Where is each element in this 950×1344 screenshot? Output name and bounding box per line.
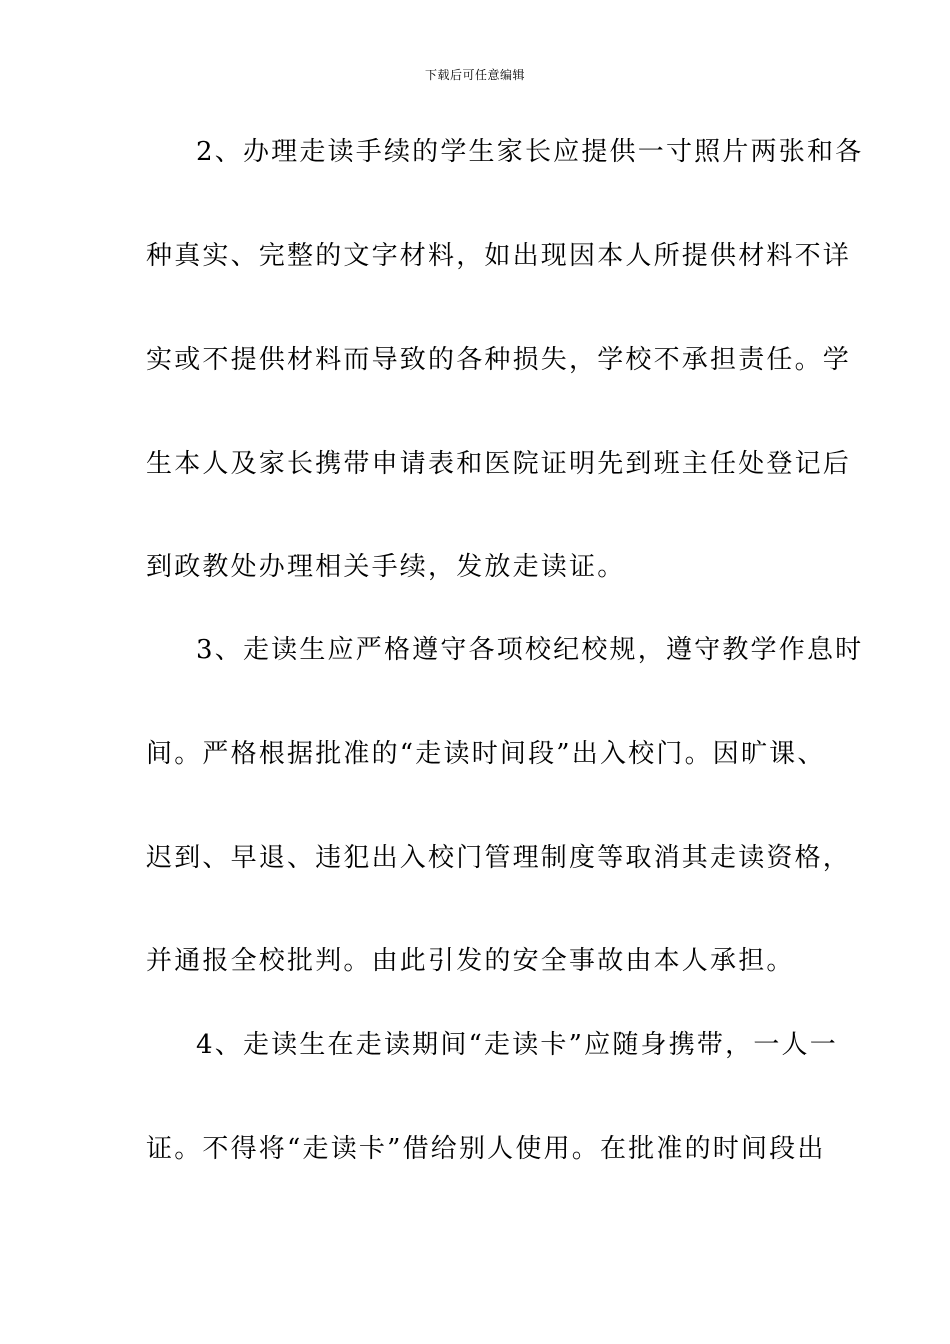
paragraph-4-line-1: 4、走读生在走读期间“走读卡”应随身携带，一人一 <box>196 1030 838 1060</box>
paragraph-3-line-3: 迟到、早退、违犯出入校门管理制度等取消其走读资格， <box>146 843 852 873</box>
paragraph-2-line-5: 到政教处办理相关手续，发放走读证。 <box>146 552 626 582</box>
paragraph-2-line-4: 生本人及家长携带申请表和医院证明先到班主任处登记后 <box>146 449 852 479</box>
page-header: 下载后可任意编辑 <box>424 68 525 82</box>
paragraph-4-line-2: 证。不得将“走读卡”借给别人使用。在批准的时间段出 <box>146 1134 826 1164</box>
paragraph-2-line-1: 2、办理走读手续的学生家长应提供一寸照片两张和各 <box>196 137 864 167</box>
paragraph-3-line-2: 间。严格根据批准的“走读时间段”出入校门。因旷课、 <box>146 739 826 769</box>
paragraph-2-line-2: 种真实、完整的文字材料，如出现因本人所提供材料不详 <box>146 241 852 271</box>
paragraph-3-line-1: 3、走读生应严格遵守各项校纪校规，遵守教学作息时 <box>196 635 864 665</box>
paragraph-2-line-3: 实或不提供材料而导致的各种损失，学校不承担责任。学 <box>146 345 852 375</box>
paragraph-3-line-4: 并通报全校批判。由此引发的安全事故由本人承担。 <box>146 946 795 976</box>
